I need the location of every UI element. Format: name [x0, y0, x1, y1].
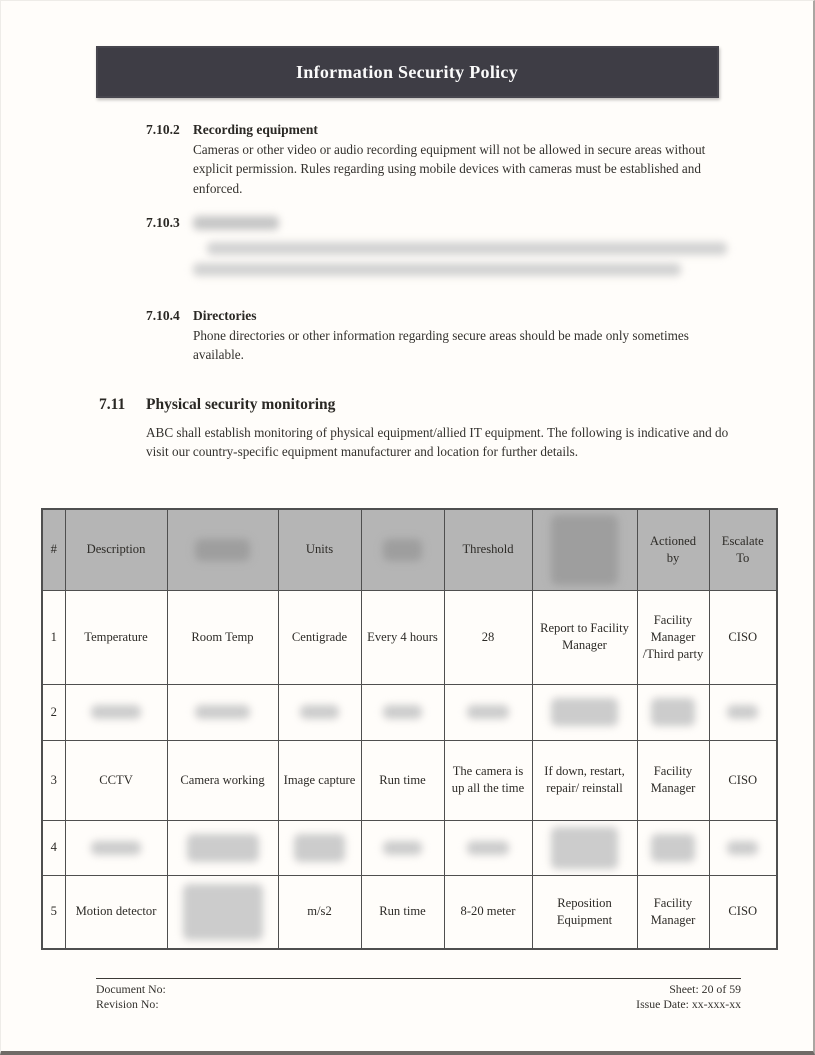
table-cell: 28: [444, 590, 532, 684]
redacted-cell-content: [383, 705, 423, 719]
table-cell: m/s2: [278, 875, 361, 949]
issue-date: Issue Date: xx-xxx-xx: [636, 997, 741, 1011]
table-cell: Facility Manager: [637, 875, 709, 949]
table-body: [42, 590, 777, 949]
table-cell: 4: [42, 820, 65, 875]
redacted-text-line: [193, 263, 681, 276]
table-cell-redacted: [709, 820, 777, 875]
section-paragraph: ABC shall establish monitoring of physical equipment/allied IT equipment. The following is indicative and do visit our country-specific equipment manufacturer and location for further details.: [146, 424, 729, 459]
subsection-list: [146, 120, 731, 365]
table-cell-redacted: [167, 684, 278, 740]
section-7-11: [99, 396, 731, 462]
revision-no-label: Revision No:: [96, 997, 159, 1011]
redacted-cell-content: [187, 834, 259, 862]
table-cell: 3: [42, 740, 65, 820]
redacted-cell-content: [651, 834, 695, 862]
section-number: 7.10.4: [146, 308, 180, 323]
section-number: 7.10.2: [146, 122, 180, 137]
redacted-cell-content: [727, 705, 758, 719]
redacted-cell-content: [467, 705, 509, 719]
table-cell: 5: [42, 875, 65, 949]
table-cell-redacted: [278, 820, 361, 875]
redacted-cell-content: [551, 698, 619, 726]
table-cell-redacted: [361, 820, 444, 875]
section-heading: Physical security monitoring: [146, 395, 336, 413]
table-row: [42, 820, 777, 875]
table-row: [42, 875, 777, 949]
table-cell: Centigrade: [278, 590, 361, 684]
table-cell: Report to Facility Manager: [532, 590, 637, 684]
table-header-cell-redacted: [361, 509, 444, 591]
table-header-cell: Escalate To: [709, 509, 777, 591]
document-title-bar: [96, 46, 719, 98]
table-cell-redacted: [637, 684, 709, 740]
redacted-cell-content: [300, 705, 340, 719]
table-cell: CISO: [709, 875, 777, 949]
redacted-cell-content: [383, 841, 423, 855]
table-cell: Facility Manager: [637, 740, 709, 820]
section-7-10-2: [146, 120, 731, 198]
table-header-cell: Actioned by: [637, 509, 709, 591]
table-cell: If down, restart, repair/ reinstall: [532, 740, 637, 820]
table-cell-redacted: [709, 684, 777, 740]
table-cell: The camera is up all the time: [444, 740, 532, 820]
table-header-cell: Description: [65, 509, 167, 591]
section-7-10-3: [146, 213, 731, 284]
table-cell-redacted: [532, 820, 637, 875]
redacted-cell-content: [195, 705, 250, 719]
table-cell: Image capture: [278, 740, 361, 820]
table-cell: Every 4 hours: [361, 590, 444, 684]
redacted-cell-content: [551, 515, 619, 585]
table-header-cell: Units: [278, 509, 361, 591]
redacted-cell-content: [551, 827, 619, 869]
table-cell: Run time: [361, 875, 444, 949]
section-7-10-4: [146, 306, 731, 365]
table-cell-redacted: [444, 684, 532, 740]
table-cell: Reposition Equipment: [532, 875, 637, 949]
table-cell: Room Temp: [167, 590, 278, 684]
table-header-cell-redacted: [532, 509, 637, 591]
redacted-cell-content: [91, 705, 141, 719]
table-cell-redacted: [532, 684, 637, 740]
table-header-cell-redacted: [167, 509, 278, 591]
table-cell-redacted: [361, 684, 444, 740]
table-header-cell: Threshold: [444, 509, 532, 591]
table-header-row: [42, 509, 777, 591]
table-cell: 1: [42, 590, 65, 684]
redacted-cell-content: [467, 841, 509, 855]
table-cell-redacted: [278, 684, 361, 740]
table-cell-redacted: [167, 820, 278, 875]
page-title: Information Security Policy: [295, 61, 519, 82]
redacted-text-line: [207, 242, 727, 255]
table-cell: Camera working: [167, 740, 278, 820]
table-cell: Facility Manager /Third party: [637, 590, 709, 684]
redacted-cell-content: [383, 539, 423, 561]
table-cell-redacted: [65, 684, 167, 740]
table-cell: Run time: [361, 740, 444, 820]
table-cell-redacted: [167, 875, 278, 949]
redacted-section-heading: [193, 216, 279, 230]
section-heading: Directories: [193, 308, 257, 323]
redacted-cell-content: [183, 884, 263, 940]
redacted-cell-content: [294, 834, 346, 862]
redacted-cell-content: [651, 698, 695, 726]
redacted-cell-content: [727, 841, 758, 855]
section-number: 7.11: [99, 395, 126, 413]
table-row: [42, 684, 777, 740]
monitoring-table: [41, 508, 778, 951]
table-cell: CCTV: [65, 740, 167, 820]
section-paragraph: Phone directories or other information regarding secure areas should be made only sometimes available.: [193, 327, 689, 362]
table-cell: 8-20 meter: [444, 875, 532, 949]
table-cell-redacted: [637, 820, 709, 875]
table-cell: CISO: [709, 740, 777, 820]
document-no-label: Document No:: [96, 982, 166, 996]
table-head: [42, 509, 777, 591]
section-number: 7.10.3: [146, 215, 180, 230]
table-cell: 2: [42, 684, 65, 740]
redacted-cell-content: [195, 539, 250, 561]
table-cell-redacted: [65, 820, 167, 875]
table-cell: Motion detector: [65, 875, 167, 949]
sheet-number: Sheet: 20 of 59: [669, 982, 741, 996]
redacted-section-paragraph: [193, 242, 731, 276]
section-paragraph: Cameras or other video or audio recording equipment will not be allowed in secure areas without explicit permission. Rules regarding using mobile devices with cameras must be established and enforced.: [193, 141, 706, 196]
table-row: [42, 590, 777, 684]
section-heading: Recording equipment: [193, 122, 318, 137]
table-cell: CISO: [709, 590, 777, 684]
table-row: [42, 740, 777, 820]
table-header-cell: #: [42, 509, 65, 591]
table-cell-redacted: [444, 820, 532, 875]
redacted-cell-content: [91, 841, 141, 855]
table-cell: Temperature: [65, 590, 167, 684]
page-footer: [96, 978, 741, 1012]
